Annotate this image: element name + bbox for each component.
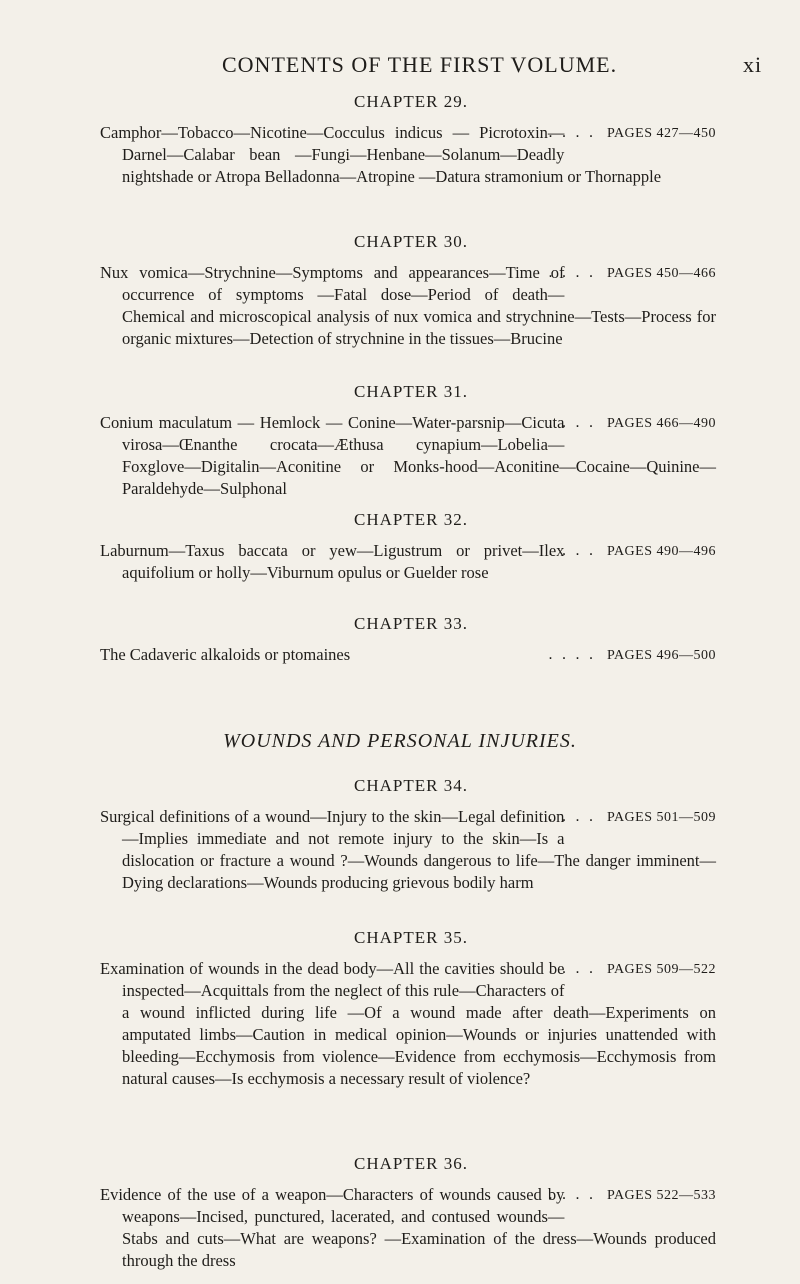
chapter-29 [100, 92, 716, 188]
chapter-32 [100, 510, 716, 584]
chapter-36 [100, 1154, 716, 1272]
chapter-heading: CHAPTER 34. [354, 776, 468, 795]
chapter-heading: CHAPTER 36. [354, 1154, 468, 1173]
chapter-contents [100, 540, 716, 584]
chapter-contents [100, 122, 716, 188]
chapter-contents [100, 806, 716, 894]
page-number: xi [743, 52, 763, 77]
chapter-contents [100, 262, 716, 350]
chapter-heading: CHAPTER 33. [354, 614, 468, 633]
chapter-contents [100, 644, 716, 666]
chapter-summary: The Cadaveric alkaloids or ptomaines [100, 645, 351, 664]
chapter-contents [100, 958, 716, 1090]
page-range: . . PAGES 450—466 [570, 262, 716, 285]
chapter-summary: Conium maculatum — Hemlock — Conine—Water-parsnip—Cicuta virosa—Œnanthe crocata—Æthusa cynapium—Lobelia—Foxglove—Digitalin—Aconitine or Monks-hood—Aconitine—Cocaine—Quinine—Paraldehyde—Sulphonal [100, 413, 716, 498]
chapter-35 [100, 928, 716, 1090]
chapter-heading: CHAPTER 32. [354, 510, 468, 529]
page-range: . . PAGES 427—450 [570, 122, 716, 145]
chapter-summary: Camphor—Tobacco—Nicotine—Cocculus indicus — Picrotoxin—Darnel—Calabar bean —Fungi—Henbane—Solanum—Deadly nightshade or Atropa Belladonna—Atropine —Datura stramonium or Thornapple [100, 123, 662, 186]
page-range: . . PAGES 490—496 [570, 540, 716, 563]
chapter-34 [100, 776, 716, 894]
page-range: . . PAGES 496—500 [570, 644, 716, 667]
chapter-31 [100, 382, 716, 500]
chapter-summary: Nux vomica—Strychnine—Symptoms and appearances—Time of occurrence of symptoms —Fatal dose—Period of death—Chemical and microscopical analysis of nux vomica and strychnine—Tests—Process for organic mixtures—Detection of strychnine in the tissues—Brucine [100, 263, 716, 348]
chapter-contents [100, 1184, 716, 1272]
chapter-summary: Laburnum—Taxus baccata or yew—Ligustrum or privet—Ilex aquifolium or holly—Viburnum opulus or Guelder rose [100, 541, 565, 582]
chapter-contents [100, 412, 716, 500]
chapter-heading: CHAPTER 31. [354, 382, 468, 401]
chapter-summary: Evidence of the use of a weapon—Characters of wounds caused by weapons—Incised, punctured, lacerated, and contused wounds—Stabs and cuts—What are weapons? —Examination of the dress—Wounds produced through the dress [100, 1185, 716, 1270]
chapter-33 [100, 614, 716, 667]
chapter-summary: Examination of wounds in the dead body—All the cavities should be inspected—Acquittals from the neglect of this rule—Characters of a wound inflicted during life —Of a wound made after death—Experiments on amputated limbs—Caution in medical opinion—Wounds or injuries unattended with bleeding—Ecchymosis from violence—Evidence from ecchymosis—Ecchymosis from natural causes—Is ecchymosis a necessary result of violence? [100, 959, 716, 1088]
section-title: WOUNDS AND PERSONAL INJURIES. [223, 730, 577, 752]
page-range: . . PAGES 522—533 [570, 1184, 716, 1207]
page-range: . . PAGES 501—509 [570, 806, 716, 829]
running-title: CONTENTS OF THE FIRST VOLUME. [222, 52, 618, 77]
chapter-30 [100, 232, 716, 350]
chapter-summary: Surgical definitions of a wound—Injury to the skin—Legal definition—Implies immediate and not remote injury to the skin—Is a dislocation or fracture a wound ?—Wounds dangerous to life—The danger imminent—Dying declarations—Wounds producing grievous bodily harm [100, 807, 716, 892]
chapter-heading: CHAPTER 35. [354, 928, 468, 947]
page-range: . . PAGES 466—490 [570, 412, 716, 435]
page-range: . . PAGES 509—522 [570, 958, 716, 981]
chapter-heading: CHAPTER 30. [354, 232, 468, 251]
chapter-heading: CHAPTER 29. [354, 92, 468, 111]
